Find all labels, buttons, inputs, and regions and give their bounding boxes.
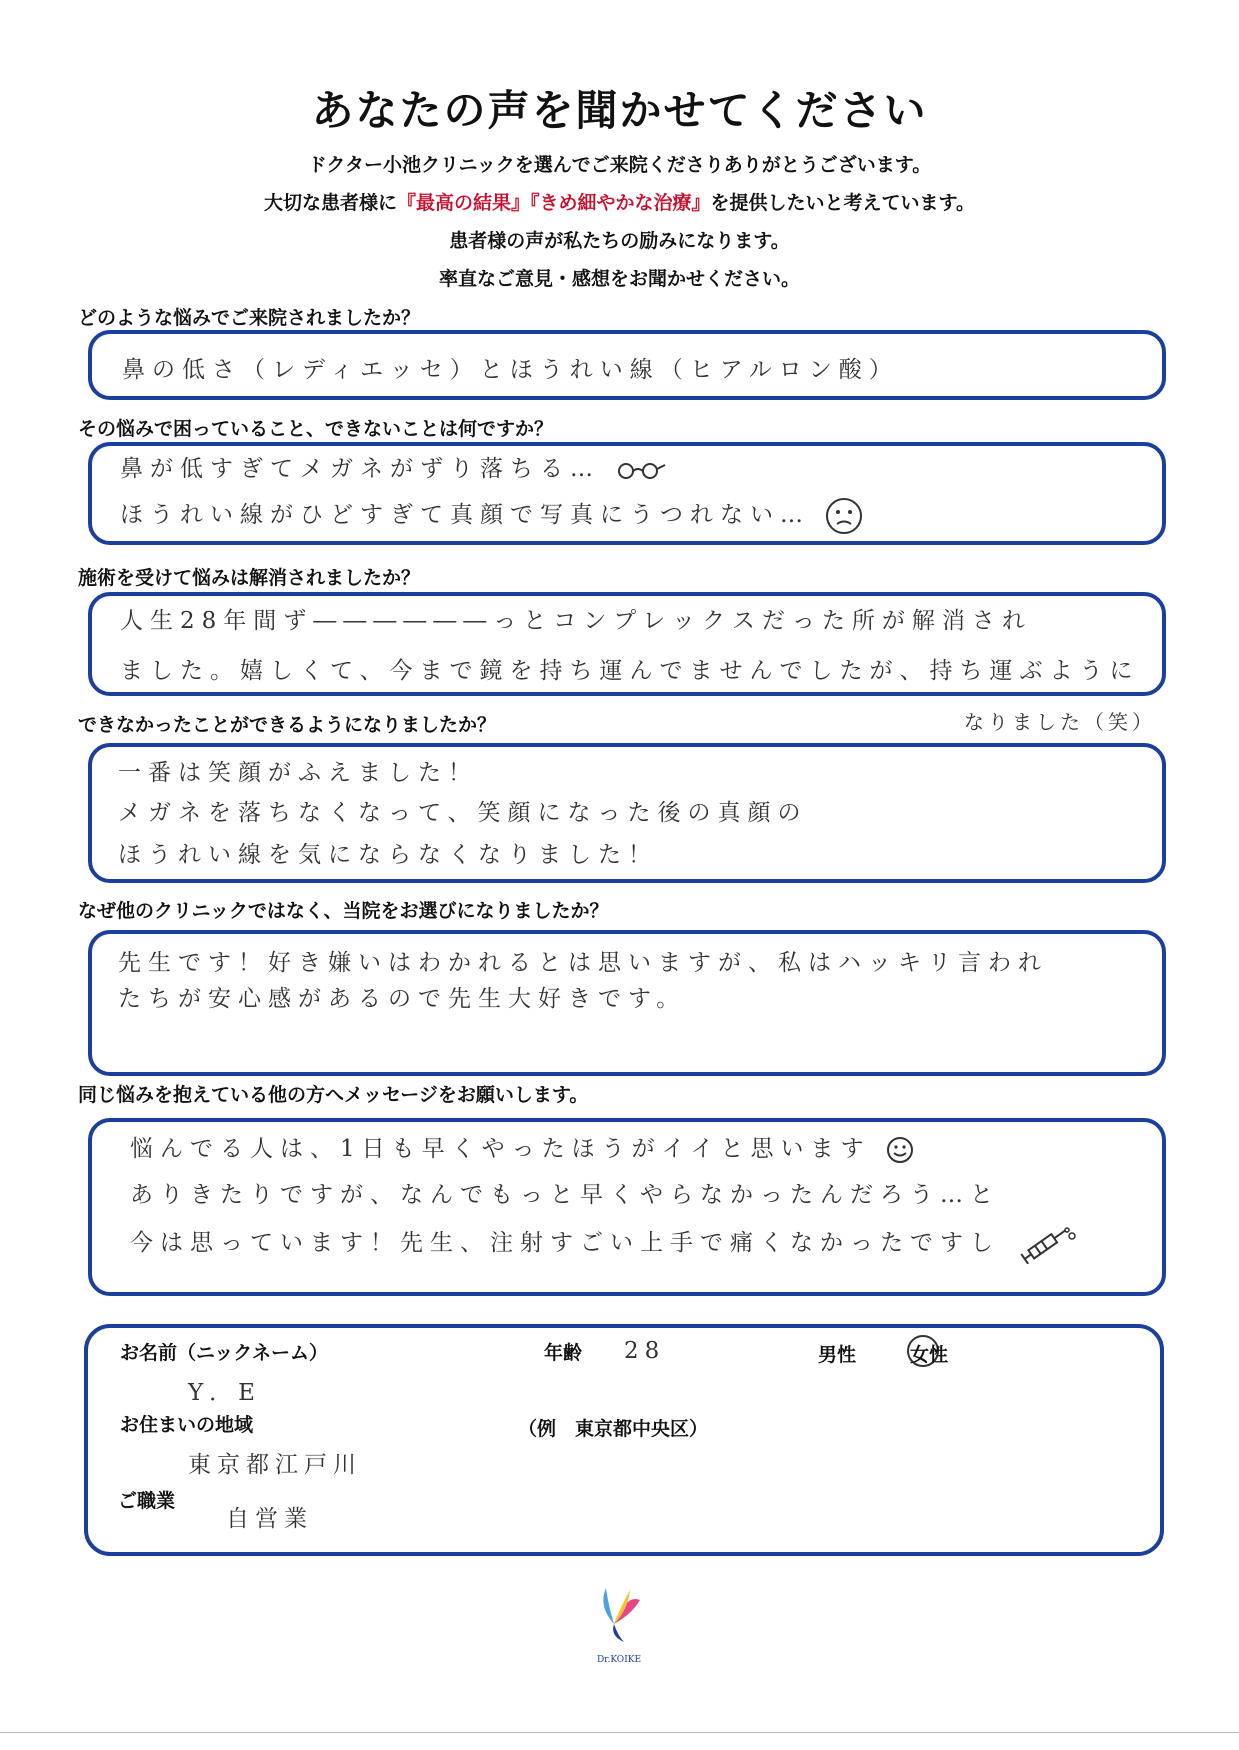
- smiley-icon: [885, 1135, 915, 1165]
- answer-3-line-3: なりました（笑）: [964, 710, 1156, 734]
- page-title: あなたの声を聞かせてください: [311, 86, 928, 135]
- clinic-logo: [584, 1580, 654, 1670]
- area-label: お住まいの地域: [120, 1414, 254, 1436]
- intro-line-2: [0, 188, 1239, 215]
- female-label: 女性: [910, 1344, 949, 1366]
- answer-3-line-2: ました。嬉しくて、今まで鏡を持ち運んでませんでしたが、持ち運ぶように: [120, 658, 1140, 684]
- answer-6-line-2: ありきたりですが、なんでもっと早くやらなかったんだろう…と: [130, 1182, 1000, 1208]
- male-label: 男性: [818, 1344, 857, 1366]
- answer-6-line-3: 今は思っています！先生、注射すごい上手で痛くなかったですし: [130, 1230, 1000, 1256]
- footer-line: [0, 1732, 1239, 1733]
- answer-6-line-3-wrap: [130, 1224, 1078, 1264]
- answer-5-line-2: たちが安心感があるので先生大好きです。: [118, 986, 687, 1012]
- question-5: なぜ他のクリニックではなく、当院をお選びになりましたか？: [78, 900, 609, 922]
- answer-2-line-1: 鼻が低すぎてメガネがずり落ちる…: [120, 456, 600, 482]
- name-value: Y．E: [188, 1380, 261, 1406]
- answer-5-line-1: 先生です！好き嫌いはわかれるとは思いますが、私はハッキリ言われ: [118, 950, 1048, 976]
- answer-4-line-2: メガネを落ちなくなって、笑顔になった後の真顔の: [118, 800, 808, 826]
- age-label: 年齢: [544, 1342, 583, 1364]
- job-value: 自営業: [226, 1506, 313, 1532]
- glasses-icon: [614, 460, 666, 480]
- job-label: ご職業: [118, 1490, 176, 1512]
- answer-2-line-2: ほうれい線がひどすぎて真顔で写真にうつれない…: [120, 502, 810, 528]
- answer-6-line-1-wrap: [130, 1130, 915, 1165]
- answer-1-line-1: 鼻の低さ（レディエッセ）とほうれい線（ヒアルロン酸）: [122, 357, 899, 383]
- name-label: お名前（ニックネーム）: [120, 1342, 329, 1364]
- intro-line-2-pre: 大切な患者様に: [263, 192, 397, 214]
- question-2: その悩みで困っていること、できないことは何ですか？: [78, 418, 554, 440]
- intro-line-1: ドクター小池クリニックを選んでご来院くださりありがとうございます。: [307, 154, 932, 176]
- intro-line-2-post: を提供したいと考えています。: [710, 192, 975, 214]
- intro-line-3: 患者様の声が私たちの励みになります。: [449, 230, 790, 252]
- answer-3-line-1: 人生28年間ず――――――っとコンプレックスだった所が解消され: [120, 608, 1032, 634]
- question-4: できなかったことができるようになりましたか？: [78, 714, 497, 736]
- answer-2-line-1-wrap: [120, 450, 666, 483]
- intro-highlight: 『最高の結果』『きめ細やかな治療』: [397, 192, 711, 214]
- sad-face-icon: [824, 496, 864, 536]
- area-value: 東京都江戸川: [188, 1452, 362, 1478]
- answer-4-line-1: 一番は笑顔がふえました！: [118, 760, 478, 786]
- answer-6-line-1: 悩んでる人は、1日も早くやったほうがイイと思います: [130, 1136, 871, 1162]
- question-6: 同じ悩みを抱えている他の方へメッセージをお願いします。: [78, 1084, 589, 1106]
- logo-text: Dr.KOIKE: [596, 1655, 642, 1665]
- intro-line-4: 率直なご意見・感想をお聞かせください。: [438, 268, 800, 290]
- answer-2-line-2-wrap: [120, 496, 864, 536]
- question-1: どのような悩みでご来院されましたか？: [78, 307, 421, 329]
- answer-4-line-3: ほうれい線を気にならなくなりました！: [118, 842, 658, 868]
- area-example: （例 東京都中央区）: [518, 1418, 709, 1440]
- question-3: 施術を受けて悩みは解消されましたか？: [78, 567, 421, 589]
- age-value: 28: [624, 1338, 666, 1364]
- syringe-icon: [1014, 1224, 1078, 1264]
